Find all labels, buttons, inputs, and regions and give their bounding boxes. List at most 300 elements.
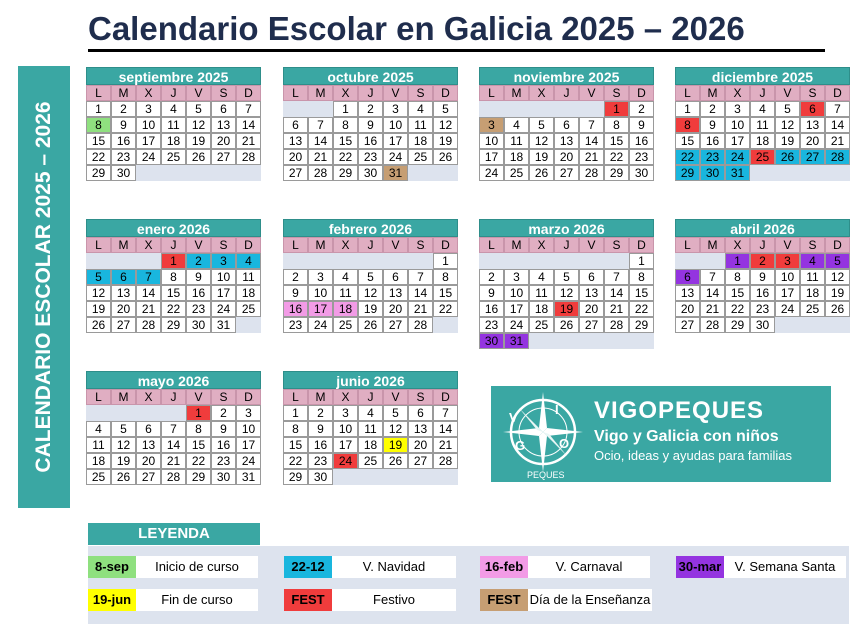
day-cell: 5 bbox=[554, 269, 579, 285]
empty-cell bbox=[700, 253, 725, 269]
day-cell: 21 bbox=[604, 301, 629, 317]
weekday-header: S bbox=[211, 85, 236, 101]
day-cell: 10 bbox=[504, 285, 529, 301]
month-calendar bbox=[283, 371, 458, 485]
day-cell: 11 bbox=[161, 117, 186, 133]
day-cell: 7 bbox=[308, 117, 333, 133]
day-cell-festivo: 8 bbox=[675, 117, 700, 133]
day-cell: 18 bbox=[504, 149, 529, 165]
weekday-header: J bbox=[358, 85, 383, 101]
day-cell: 29 bbox=[86, 165, 111, 181]
day-cell: 12 bbox=[825, 269, 850, 285]
day-cell: 3 bbox=[136, 101, 161, 117]
day-cell: 22 bbox=[604, 149, 629, 165]
day-cell: 27 bbox=[383, 317, 408, 333]
day-cell: 21 bbox=[433, 437, 458, 453]
weekday-header: D bbox=[825, 237, 850, 253]
weekday-header: X bbox=[136, 389, 161, 405]
weekday-header: L bbox=[86, 237, 111, 253]
day-cell: 4 bbox=[358, 405, 383, 421]
day-cell: 5 bbox=[433, 101, 458, 117]
day-cell: 9 bbox=[479, 285, 504, 301]
day-cell: 11 bbox=[358, 421, 383, 437]
day-cell: 18 bbox=[161, 133, 186, 149]
month-title: marzo 2026 bbox=[479, 219, 654, 237]
day-cell: 8 bbox=[604, 117, 629, 133]
day-cell: 10 bbox=[236, 421, 261, 437]
empty-cell bbox=[529, 333, 554, 349]
day-cell-ensenanza: 31 bbox=[383, 165, 408, 181]
legend-code: 19-jun bbox=[88, 589, 136, 611]
empty-cell bbox=[579, 253, 604, 269]
day-cell: 23 bbox=[186, 301, 211, 317]
day-cell-navidad: 2 bbox=[186, 253, 211, 269]
day-cell: 11 bbox=[408, 117, 433, 133]
day-cell: 4 bbox=[161, 101, 186, 117]
weekday-header: D bbox=[236, 85, 261, 101]
day-cell: 14 bbox=[433, 421, 458, 437]
day-cell: 18 bbox=[358, 437, 383, 453]
day-cell: 16 bbox=[479, 301, 504, 317]
day-cell: 19 bbox=[358, 301, 383, 317]
day-cell-ensenanza: 3 bbox=[479, 117, 504, 133]
day-cell: 13 bbox=[675, 285, 700, 301]
day-cell: 10 bbox=[479, 133, 504, 149]
day-cell: 13 bbox=[579, 285, 604, 301]
weekday-header: X bbox=[333, 237, 358, 253]
day-cell: 28 bbox=[308, 165, 333, 181]
weekday-header: V bbox=[186, 389, 211, 405]
day-cell-festivo: 19 bbox=[554, 301, 579, 317]
day-cell: 9 bbox=[358, 117, 383, 133]
day-cell: 16 bbox=[358, 133, 383, 149]
legend-code: 8-sep bbox=[88, 556, 136, 578]
weekday-header: S bbox=[211, 237, 236, 253]
day-cell: 29 bbox=[629, 317, 654, 333]
weekday-header: M bbox=[700, 237, 725, 253]
side-banner bbox=[18, 66, 70, 508]
day-cell: 20 bbox=[383, 301, 408, 317]
empty-cell bbox=[604, 333, 629, 349]
day-cell: 26 bbox=[433, 149, 458, 165]
weekday-header: D bbox=[236, 389, 261, 405]
day-cell: 7 bbox=[700, 269, 725, 285]
day-cell: 14 bbox=[579, 133, 604, 149]
month-days-grid bbox=[479, 237, 654, 349]
day-cell: 14 bbox=[161, 437, 186, 453]
logo-mark-letter: V bbox=[509, 410, 518, 425]
day-cell: 27 bbox=[554, 165, 579, 181]
weekday-header: M bbox=[504, 85, 529, 101]
empty-cell bbox=[136, 405, 161, 421]
day-cell: 15 bbox=[629, 285, 654, 301]
day-cell: 21 bbox=[236, 133, 261, 149]
day-cell: 14 bbox=[136, 285, 161, 301]
empty-cell bbox=[408, 253, 433, 269]
day-cell: 24 bbox=[775, 301, 800, 317]
weekday-header: D bbox=[236, 237, 261, 253]
weekday-header: X bbox=[136, 85, 161, 101]
empty-cell bbox=[433, 469, 458, 485]
weekday-header: X bbox=[333, 389, 358, 405]
day-cell: 3 bbox=[308, 269, 333, 285]
weekday-header: L bbox=[283, 389, 308, 405]
day-cell: 7 bbox=[579, 117, 604, 133]
empty-cell bbox=[825, 165, 850, 181]
day-cell-festivo: 1 bbox=[604, 101, 629, 117]
empty-cell bbox=[136, 165, 161, 181]
empty-cell bbox=[161, 165, 186, 181]
day-cell: 24 bbox=[383, 149, 408, 165]
day-cell: 23 bbox=[111, 149, 136, 165]
day-cell: 17 bbox=[479, 149, 504, 165]
weekday-header: V bbox=[186, 85, 211, 101]
day-cell: 30 bbox=[186, 317, 211, 333]
day-cell: 27 bbox=[136, 469, 161, 485]
legend-code: 16-feb bbox=[480, 556, 528, 578]
empty-cell bbox=[504, 101, 529, 117]
day-cell: 22 bbox=[283, 453, 308, 469]
day-cell: 9 bbox=[186, 269, 211, 285]
day-cell-festivo: 6 bbox=[800, 101, 825, 117]
day-cell: 12 bbox=[186, 117, 211, 133]
empty-cell bbox=[408, 165, 433, 181]
day-cell-navidad: 22 bbox=[675, 149, 700, 165]
day-cell: 8 bbox=[725, 269, 750, 285]
weekday-header: D bbox=[825, 85, 850, 101]
month-days-grid bbox=[283, 237, 458, 333]
empty-cell bbox=[800, 317, 825, 333]
day-cell: 24 bbox=[504, 317, 529, 333]
empty-cell bbox=[161, 405, 186, 421]
empty-cell bbox=[433, 165, 458, 181]
weekday-header: V bbox=[383, 237, 408, 253]
weekday-header: V bbox=[186, 237, 211, 253]
day-cell: 4 bbox=[408, 101, 433, 117]
day-cell: 15 bbox=[604, 133, 629, 149]
day-cell: 23 bbox=[211, 453, 236, 469]
day-cell: 3 bbox=[725, 101, 750, 117]
legend-code: FEST bbox=[480, 589, 528, 611]
weekday-header: D bbox=[629, 85, 654, 101]
day-cell: 26 bbox=[111, 469, 136, 485]
day-cell: 26 bbox=[358, 317, 383, 333]
day-cell: 28 bbox=[236, 149, 261, 165]
day-cell: 15 bbox=[333, 133, 358, 149]
day-cell: 7 bbox=[236, 101, 261, 117]
day-cell: 27 bbox=[675, 317, 700, 333]
weekday-header: L bbox=[479, 85, 504, 101]
day-cell: 20 bbox=[408, 437, 433, 453]
day-cell: 16 bbox=[111, 133, 136, 149]
day-cell: 16 bbox=[629, 133, 654, 149]
empty-cell bbox=[604, 253, 629, 269]
day-cell: 1 bbox=[333, 101, 358, 117]
legend-desc: Fin de curso bbox=[136, 589, 258, 611]
day-cell: 5 bbox=[358, 269, 383, 285]
day-cell-fin: 19 bbox=[383, 437, 408, 453]
month-calendar bbox=[86, 67, 261, 181]
day-cell: 17 bbox=[211, 285, 236, 301]
day-cell: 10 bbox=[308, 285, 333, 301]
day-cell: 12 bbox=[775, 117, 800, 133]
day-cell: 7 bbox=[433, 405, 458, 421]
day-cell: 8 bbox=[629, 269, 654, 285]
day-cell: 14 bbox=[308, 133, 333, 149]
day-cell: 28 bbox=[579, 165, 604, 181]
day-cell: 24 bbox=[211, 301, 236, 317]
day-cell-carnaval: 18 bbox=[333, 301, 358, 317]
empty-cell bbox=[554, 101, 579, 117]
legend-item-semana-santa bbox=[676, 556, 846, 578]
month-calendar bbox=[479, 67, 654, 181]
day-cell: 26 bbox=[825, 301, 850, 317]
empty-cell bbox=[433, 317, 458, 333]
empty-cell bbox=[529, 101, 554, 117]
day-cell-navidad: 31 bbox=[725, 165, 750, 181]
day-cell-semana-santa: 4 bbox=[800, 253, 825, 269]
day-cell: 6 bbox=[579, 269, 604, 285]
day-cell: 27 bbox=[211, 149, 236, 165]
day-cell: 6 bbox=[283, 117, 308, 133]
legend-desc: Inicio de curso bbox=[136, 556, 258, 578]
day-cell: 27 bbox=[579, 317, 604, 333]
legend-item-ensenanza bbox=[480, 589, 652, 611]
weekday-header: L bbox=[283, 85, 308, 101]
day-cell: 24 bbox=[479, 165, 504, 181]
day-cell: 24 bbox=[236, 453, 261, 469]
legend-item-festivo bbox=[284, 589, 456, 611]
legend-code: 22-12 bbox=[284, 556, 332, 578]
day-cell: 15 bbox=[283, 437, 308, 453]
day-cell: 18 bbox=[408, 133, 433, 149]
day-cell: 18 bbox=[236, 285, 261, 301]
day-cell-semana-santa: 6 bbox=[675, 269, 700, 285]
day-cell: 13 bbox=[554, 133, 579, 149]
day-cell: 5 bbox=[383, 405, 408, 421]
day-cell-inicio: 8 bbox=[86, 117, 111, 133]
day-cell: 17 bbox=[236, 437, 261, 453]
day-cell: 19 bbox=[775, 133, 800, 149]
day-cell: 16 bbox=[186, 285, 211, 301]
day-cell: 25 bbox=[504, 165, 529, 181]
day-cell: 25 bbox=[86, 469, 111, 485]
day-cell: 15 bbox=[433, 285, 458, 301]
day-cell: 11 bbox=[750, 117, 775, 133]
day-cell: 13 bbox=[383, 285, 408, 301]
day-cell: 5 bbox=[529, 117, 554, 133]
day-cell: 4 bbox=[86, 421, 111, 437]
day-cell: 25 bbox=[236, 301, 261, 317]
day-cell: 28 bbox=[700, 317, 725, 333]
weekday-header: S bbox=[408, 85, 433, 101]
weekday-header: M bbox=[308, 85, 333, 101]
day-cell: 28 bbox=[136, 317, 161, 333]
month-title: abril 2026 bbox=[675, 219, 850, 237]
day-cell: 22 bbox=[433, 301, 458, 317]
day-cell: 24 bbox=[136, 149, 161, 165]
month-days-grid bbox=[479, 85, 654, 181]
day-cell: 1 bbox=[283, 405, 308, 421]
day-cell: 2 bbox=[283, 269, 308, 285]
day-cell: 12 bbox=[383, 421, 408, 437]
empty-cell bbox=[308, 101, 333, 117]
logo-mark-letter: O bbox=[559, 436, 570, 451]
day-cell: 12 bbox=[433, 117, 458, 133]
day-cell: 6 bbox=[408, 405, 433, 421]
day-cell-navidad: 3 bbox=[211, 253, 236, 269]
empty-cell bbox=[358, 253, 383, 269]
day-cell: 3 bbox=[333, 405, 358, 421]
day-cell: 10 bbox=[333, 421, 358, 437]
empty-cell bbox=[554, 333, 579, 349]
day-cell: 3 bbox=[236, 405, 261, 421]
day-cell: 13 bbox=[136, 437, 161, 453]
logo-tagline: Vigo y Galicia con niños bbox=[594, 428, 779, 445]
day-cell: 30 bbox=[111, 165, 136, 181]
day-cell-navidad: 23 bbox=[700, 149, 725, 165]
day-cell: 21 bbox=[579, 149, 604, 165]
weekday-header: S bbox=[800, 237, 825, 253]
weekday-header: S bbox=[408, 237, 433, 253]
weekday-header: J bbox=[161, 237, 186, 253]
day-cell: 26 bbox=[383, 453, 408, 469]
day-cell: 29 bbox=[283, 469, 308, 485]
day-cell: 2 bbox=[629, 101, 654, 117]
day-cell-navidad: 4 bbox=[236, 253, 261, 269]
day-cell: 22 bbox=[333, 149, 358, 165]
weekday-header: M bbox=[111, 237, 136, 253]
day-cell: 4 bbox=[750, 101, 775, 117]
day-cell: 16 bbox=[211, 437, 236, 453]
empty-cell bbox=[86, 405, 111, 421]
day-cell: 25 bbox=[408, 149, 433, 165]
weekday-header: M bbox=[700, 85, 725, 101]
day-cell: 9 bbox=[700, 117, 725, 133]
day-cell: 17 bbox=[504, 301, 529, 317]
legend-title: LEYENDA bbox=[88, 523, 260, 545]
legend-item-fin bbox=[88, 589, 258, 611]
day-cell: 2 bbox=[479, 269, 504, 285]
day-cell: 9 bbox=[629, 117, 654, 133]
day-cell: 26 bbox=[186, 149, 211, 165]
day-cell: 20 bbox=[675, 301, 700, 317]
day-cell-festivo: 1 bbox=[186, 405, 211, 421]
day-cell: 16 bbox=[700, 133, 725, 149]
weekday-header: J bbox=[358, 237, 383, 253]
empty-cell bbox=[358, 469, 383, 485]
empty-cell bbox=[800, 165, 825, 181]
day-cell: 10 bbox=[775, 269, 800, 285]
month-title: diciembre 2025 bbox=[675, 67, 850, 85]
empty-cell bbox=[579, 101, 604, 117]
day-cell-navidad: 6 bbox=[111, 269, 136, 285]
day-cell: 11 bbox=[333, 285, 358, 301]
day-cell: 30 bbox=[308, 469, 333, 485]
weekday-header: M bbox=[308, 237, 333, 253]
day-cell: 2 bbox=[111, 101, 136, 117]
weekday-header: S bbox=[211, 389, 236, 405]
month-calendar bbox=[86, 219, 261, 333]
day-cell-navidad: 26 bbox=[775, 149, 800, 165]
empty-cell bbox=[775, 165, 800, 181]
day-cell: 21 bbox=[825, 133, 850, 149]
weekday-header: L bbox=[86, 85, 111, 101]
day-cell: 5 bbox=[186, 101, 211, 117]
day-cell: 21 bbox=[308, 149, 333, 165]
day-cell: 3 bbox=[504, 269, 529, 285]
day-cell: 30 bbox=[750, 317, 775, 333]
day-cell: 6 bbox=[554, 117, 579, 133]
month-calendar bbox=[283, 219, 458, 333]
weekday-header: J bbox=[750, 85, 775, 101]
day-cell: 25 bbox=[529, 317, 554, 333]
day-cell: 10 bbox=[383, 117, 408, 133]
day-cell: 16 bbox=[750, 285, 775, 301]
weekday-header: J bbox=[161, 389, 186, 405]
weekday-header: M bbox=[504, 237, 529, 253]
day-cell: 18 bbox=[750, 133, 775, 149]
day-cell: 1 bbox=[433, 253, 458, 269]
day-cell: 19 bbox=[529, 149, 554, 165]
day-cell: 18 bbox=[86, 453, 111, 469]
legend-desc: Día de la Enseñanza bbox=[528, 589, 652, 611]
empty-cell bbox=[529, 253, 554, 269]
weekday-header: M bbox=[111, 389, 136, 405]
day-cell: 27 bbox=[408, 453, 433, 469]
day-cell: 14 bbox=[408, 285, 433, 301]
legend-code: FEST bbox=[284, 589, 332, 611]
legend-desc: V. Semana Santa bbox=[724, 556, 846, 578]
day-cell: 13 bbox=[211, 117, 236, 133]
day-cell: 19 bbox=[433, 133, 458, 149]
weekday-header: S bbox=[800, 85, 825, 101]
weekday-header: J bbox=[554, 237, 579, 253]
day-cell: 18 bbox=[529, 301, 554, 317]
day-cell: 9 bbox=[111, 117, 136, 133]
day-cell: 10 bbox=[211, 269, 236, 285]
day-cell: 8 bbox=[161, 269, 186, 285]
day-cell: 19 bbox=[186, 133, 211, 149]
empty-cell bbox=[383, 469, 408, 485]
empty-cell bbox=[86, 253, 111, 269]
day-cell-navidad: 24 bbox=[725, 149, 750, 165]
day-cell: 30 bbox=[629, 165, 654, 181]
day-cell: 20 bbox=[554, 149, 579, 165]
empty-cell bbox=[186, 165, 211, 181]
side-title: CALENDARIO ESCOLAR 2025 – 2026 bbox=[32, 101, 55, 473]
day-cell: 15 bbox=[675, 133, 700, 149]
day-cell: 15 bbox=[186, 437, 211, 453]
day-cell-semana-santa: 30 bbox=[479, 333, 504, 349]
month-title: enero 2026 bbox=[86, 219, 261, 237]
day-cell: 6 bbox=[383, 269, 408, 285]
day-cell: 9 bbox=[750, 269, 775, 285]
day-cell: 7 bbox=[408, 269, 433, 285]
weekday-header: X bbox=[725, 85, 750, 101]
empty-cell bbox=[479, 101, 504, 117]
empty-cell bbox=[675, 253, 700, 269]
empty-cell bbox=[333, 469, 358, 485]
day-cell: 21 bbox=[408, 301, 433, 317]
day-cell: 13 bbox=[408, 421, 433, 437]
day-cell: 28 bbox=[604, 317, 629, 333]
legend-code: 30-mar bbox=[676, 556, 724, 578]
day-cell: 12 bbox=[554, 285, 579, 301]
day-cell: 31 bbox=[236, 469, 261, 485]
day-cell: 11 bbox=[800, 269, 825, 285]
day-cell: 27 bbox=[111, 317, 136, 333]
